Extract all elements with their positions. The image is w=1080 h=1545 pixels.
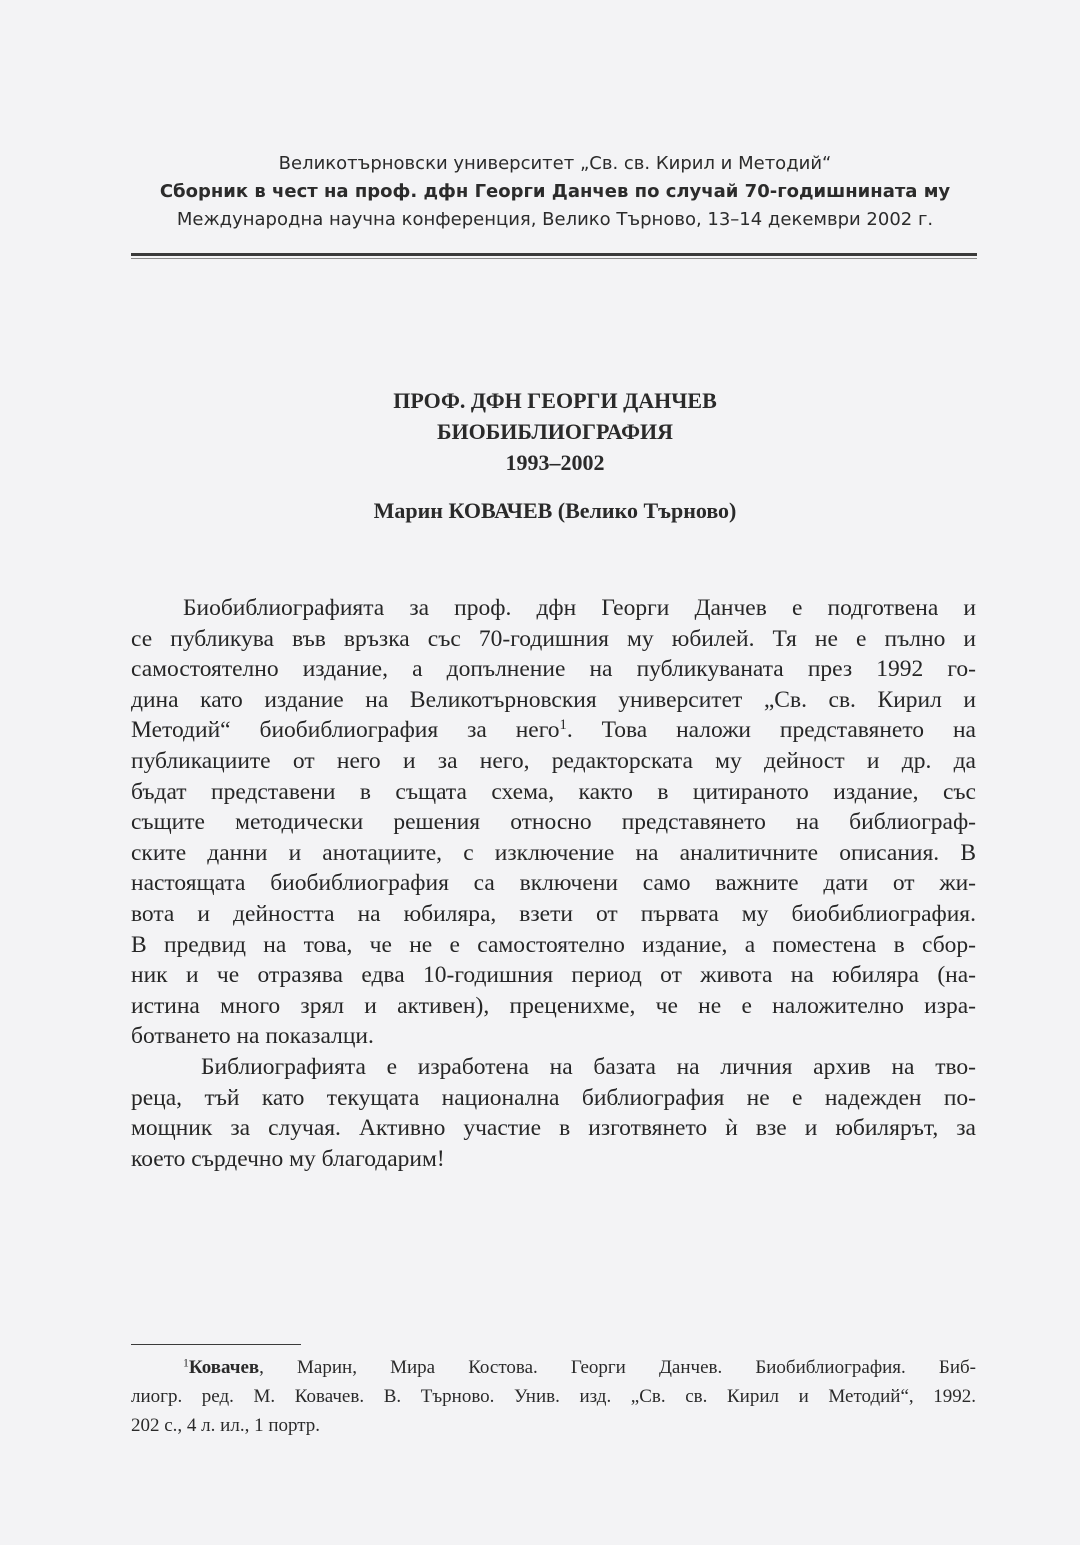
body-line: дина като издание на Великотърновския университет „Св. св. Кирил и <box>131 686 976 713</box>
body-line: ските данни и анотациите, с изключение на аналитичните описания. В <box>131 839 976 866</box>
body-line: самостоятелно издание, а допълнение на публикуваната през 1992 го- <box>131 656 976 683</box>
footnote-separator <box>131 1344 301 1345</box>
footnote-text-segment: , Марин, Мира Костова. Георги Данчев. Биобиблиография. Биб- <box>259 1357 976 1378</box>
body-line: същите методически решения относно представянето на библиограф- <box>131 809 976 836</box>
body-line: публикациите от него и за него, редакторската му дейност и др. да <box>131 747 976 774</box>
body-text-segment: . Това наложи представянето на <box>566 717 976 744</box>
footnote-author-surname: Ковачев <box>188 1357 260 1378</box>
running-header <box>130 150 980 234</box>
footnote-line <box>131 1353 976 1382</box>
body-line: което сърдечно му благодарим! <box>131 1145 445 1172</box>
header-rule-thin <box>131 258 977 259</box>
body-line: ник и че отразява едва 10-годишния период от живота на юбиляра (на- <box>131 962 976 989</box>
body-line: ботването на показалци. <box>131 1023 374 1050</box>
title-line-2: БИОБИБЛИОГРАФИЯ <box>436 419 674 444</box>
header-collection-title: Сборник в чест на проф. дфн Георги Данчев по случай 70-годишнината му <box>159 181 951 202</box>
body-line: реца, тъй като текущата национална библиография не е надежден по- <box>131 1084 976 1111</box>
body-line: се публикува във връзка със 70-годишния му юбилей. Тя не е пълно и <box>131 625 976 652</box>
body-line: истина много зрял и активен), преценихме, че не е наложително изра- <box>131 992 976 1019</box>
title-years: 1993–2002 <box>505 450 605 475</box>
body-text-segment: Методий“ биобиблиография за него <box>131 717 560 744</box>
body-line: мощник за случая. Активно участие в изготвянето ѝ взе и юбилярът, за <box>131 1115 976 1142</box>
footnote-marker: 1 <box>183 1356 189 1370</box>
article-title <box>130 385 980 478</box>
author-line: Марин КОВАЧЕВ (Велико Търново) <box>373 498 737 523</box>
body-line: Биобиблиографията за проф. дфн Георги Данчев е подготвена и <box>183 595 976 621</box>
footnote-reference: 1 <box>559 717 567 734</box>
footnote <box>131 1353 976 1440</box>
body-line-with-footnote <box>131 715 976 746</box>
header-rule <box>131 253 977 256</box>
body-line: вота и дейността на юбиляра, взети от първата му биобиблиография. <box>131 900 976 927</box>
body-line: Библиографията е изработена на базата на личния архив на тво- <box>201 1053 976 1080</box>
body-line: настоящата биобиблиография са включени само важните дати от жи- <box>131 870 976 897</box>
header-conference: Международна научна конференция, Велико Търново, 13–14 декември 2002 г. <box>176 209 934 230</box>
footnote-line: лиогр. ред. М. Ковачев. В. Търново. Унив. изд. „Св. св. Кирил и Методий“, 1992. <box>131 1386 976 1407</box>
body-line: бъдат представени в същата схема, както в цитираното издание, със <box>131 778 976 805</box>
header-university: Великотърновски университет „Св. св. Кирил и Методий“ <box>278 153 832 174</box>
body-text <box>131 593 976 1174</box>
footnote-line: 202 с., 4 л. ил., 1 портр. <box>131 1415 321 1436</box>
body-line: В предвид на това, че не е самостоятелно издание, а поместена в сбор- <box>131 931 976 958</box>
title-line-1: ПРОФ. ДФН ГЕОРГИ ДАНЧЕВ <box>393 388 717 413</box>
